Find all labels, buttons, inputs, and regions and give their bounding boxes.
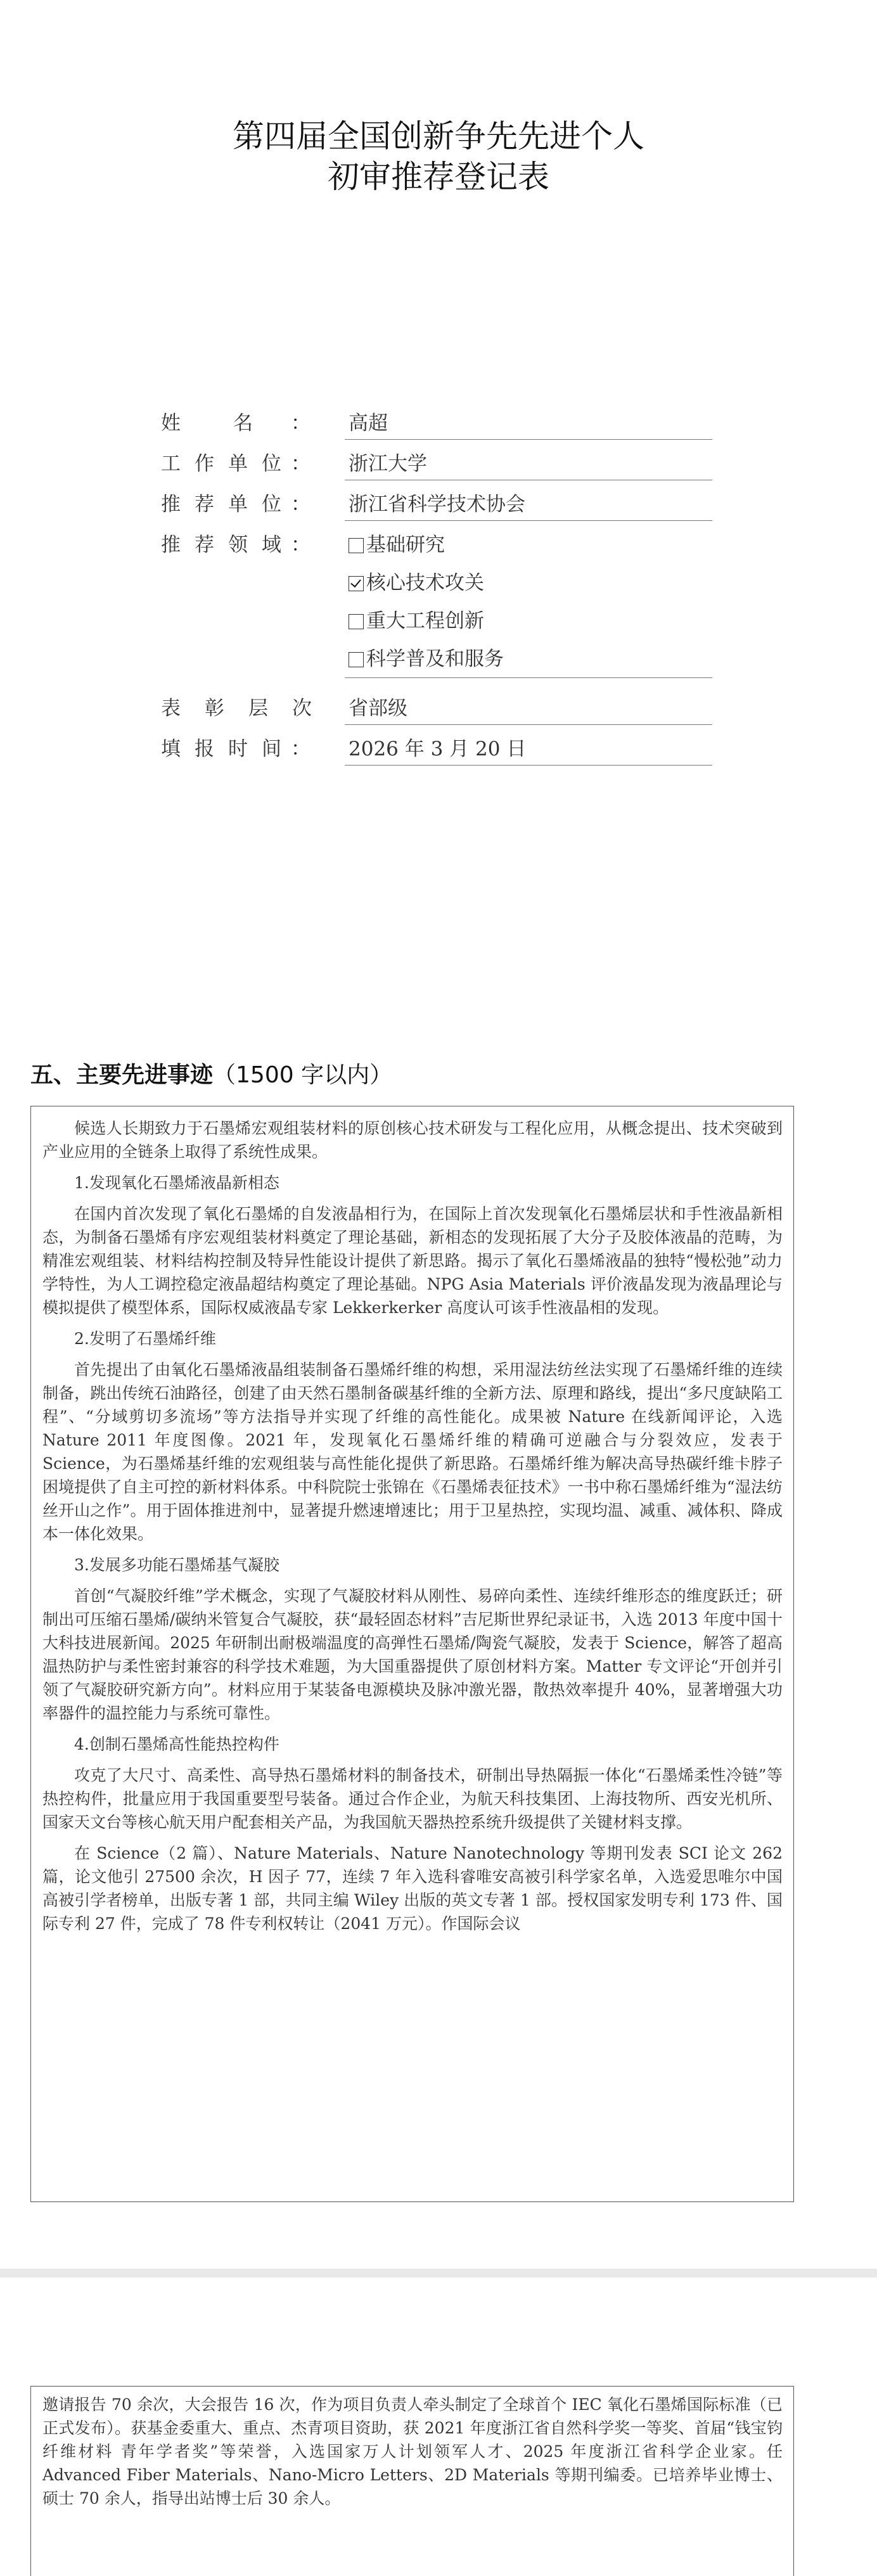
work-unit-label: 工 作 单 位 (161, 452, 281, 475)
recommend-unit-value[interactable]: 浙江省科学技术协会 (349, 493, 525, 516)
deeds-text-box-continued[interactable] (30, 2386, 794, 2576)
colon: ： (291, 493, 310, 516)
recommend-unit-row (161, 487, 712, 522)
fill-time-value[interactable]: 2026 年 3 月 20 日 (349, 738, 527, 760)
document-title-line-2: 初审推荐登记表 (328, 158, 549, 195)
recommend-field-label: 推 荐 领 域 (161, 534, 281, 556)
paragraph-3: 首创“气凝胶纤维”学术概念，实现了气凝胶材料从刚性、易碎向柔性、连续纤维形态的维度跃迁；研制出可压缩石墨烯/碳纳米管复合气凝胶，获“最轻固态材料”吉尼斯世界纪录证书，入选 2013 年度中国十大科技进展新闻。2025 年研制出耐极端温度的高弹性石墨烯/陶瓷气凝胶，发表于 Science，解答了超高温热防护与柔性密封兼容的科学技术难题，为大国重器提供了原创材料方案。Matter 专文评论“开创并引领了气凝胶研究新方向”。材料应用于某装备电源模块及脉冲激光器，散热效率提升 40%，显著增强大功率器件的温控能力与系统可靠性。 (42, 1587, 783, 1722)
colon: ： (291, 738, 310, 760)
work-unit-value[interactable]: 浙江大学 (349, 452, 427, 475)
document-title-line-1: 第四届全国创新争先先进个人 (233, 118, 644, 155)
section-heading: 五、主要先进事迹（1500 字以内） (30, 1062, 393, 1088)
checked-checkbox-icon[interactable] (349, 576, 364, 591)
name-row (161, 406, 712, 441)
underline (345, 439, 712, 440)
name-value[interactable]: 高超 (349, 412, 388, 435)
option-major-engineering[interactable]: 重大工程创新 (349, 608, 484, 634)
paragraph-6: 邀请报告 70 余次，大会报告 16 次，作为项目负责人牵头制定了全球首个 IEC 氧化石墨烯国际标准（已正式发布）。获基金委重大、重点、杰青项目资助，获 2021 年度浙江省自然科学奖一等奖、首届“钱宝钧纤维材料 青年学者奖”等荣誉，入选国家万人计划领军人才、2025 年度浙江省科学企业家。任 Advanced Fiber Materials、Nano-Micro Letters、2D Materials 等期刊编委。已培养毕业博士、硕士 70 余人，指导出站博士后 30 余人。 (42, 2395, 783, 2508)
colon: ： (291, 412, 310, 435)
subheading-1: 1.发现氧化石墨烯液晶新相态 (74, 1174, 279, 1192)
paragraph-2: 首先提出了由氧化石墨烯液晶组装制备石墨烯纤维的构想，采用湿法纺丝法实现了石墨烯纤维的连续制备，跳出传统石油路径，创建了由天然石墨制备碳基纤维的全新方法、原理和路线，提出“多尺度缺陷工程”、“分域剪切多流场”等方法指导并实现了纤维的高性能化。成果被 Nature 在线新闻评论，入选 Nature 2011 年度图像。2021 年，发现氧化石墨烯纤维的精确可逆融合与分裂效应，发表于 Science，为石墨烯基纤维的宏观组装与高性能化提供了新思路。石墨烯纤维为解决高导热碳纤维卡脖子困境提供了自主可控的新材料体系。中科院院士张锦在《石墨烯表征技术》一书中称石墨烯纤维为“湿法纺丝开山之作”。用于固体推进剂中，显著提升燃速增速比；用于卫星热控，实现均温、减重、减体积、降成本一体化效果。 (42, 1361, 783, 1543)
subheading-2: 2.发明了石墨烯纤维 (74, 1330, 216, 1348)
name-label: 姓 名 (161, 412, 253, 435)
page-separator (0, 2269, 877, 2278)
section-heading-note: （1500 字以内） (213, 1062, 393, 1088)
recommend-unit-label: 推 荐 单 位 (161, 493, 281, 516)
option-science-popularization[interactable]: 科学普及和服务 (349, 646, 504, 672)
colon: ： (291, 452, 310, 475)
honor-level-label: 表 彰 层 次 (161, 697, 312, 720)
fill-time-row (161, 731, 712, 767)
work-unit-row (161, 446, 712, 482)
colon: ： (291, 534, 310, 556)
subheading-4: 4.创制石墨烯高性能热控构件 (74, 1735, 279, 1753)
checkbox-icon[interactable] (349, 538, 364, 553)
paragraph-4: 攻克了大尺寸、高柔性、高导热石墨烯材料的制备技术，研制出导热隔振一体化“石墨烯柔性冷链”等热控构件，批量应用于我国重要型号装备。通过合作企业，为航天科技集团、上海技物所、西安光机所、国家天文台等核心航天用户配套相关产品，为我国航天器热控系统升级提供了关键材料支撑。 (42, 1766, 783, 1831)
checkbox-icon[interactable] (349, 652, 364, 667)
option-basic-research[interactable]: 基础研究 (349, 532, 445, 558)
deeds-content-continued (42, 2393, 783, 2518)
subheading-3: 3.发展多功能石墨烯基气凝胶 (74, 1556, 279, 1574)
honor-level-value[interactable]: 省部级 (349, 697, 407, 720)
paragraph-5: 在 Science（2 篇）、Nature Materials、Nature Nanotechnology 等期刊发表 SCI 论文 262 篇，论文他引 27500 余次，H 因子 77，连续 7 年入选科睿唯安高被引科学家名单，入选爱思唯尔中国高被引学者榜单，出版专著 1 部，共同主编 Wiley 出版的英文专著 1 部。授权国家发明专利 173 件、国际专利 27 件，完成了 78 件专利权转让（2041 万元）。作国际会议 (42, 1844, 783, 1933)
underline (345, 677, 712, 678)
underline (345, 765, 712, 766)
underline (345, 724, 712, 725)
deeds-content (42, 1117, 783, 1943)
recommend-field-row (161, 527, 712, 679)
fill-time-label: 填 报 时 间 (161, 738, 281, 760)
checkbox-icon[interactable] (349, 614, 364, 629)
honor-level-row (161, 691, 712, 726)
paragraph-1: 在国内首次发现了氧化石墨烯的自发液晶相行为，在国际上首次发现氧化石墨烯层状和手性液晶新相态，为制备石墨烯有序宏观组装材料奠定了理论基础，新相态的发现拓展了大分子及胶体液晶的范畴，为精准宏观组装、材料结构控制及特异性能设计提供了新思路。揭示了氧化石墨烯液晶的独特“慢松弛”动力学特性，为人工调控稳定液晶超结构奠定了理论基础。NPG Asia Materials 评价液晶发现为液晶理论与模拟提供了模型体系，国际权威液晶专家 Lekkerkerker 高度认可该手性液晶相的发现。 (42, 1205, 783, 1317)
underline (345, 520, 712, 521)
deeds-text-box[interactable] (30, 1106, 794, 2202)
option-core-tech[interactable]: 核心技术攻关 (349, 570, 484, 596)
intro-paragraph: 候选人长期致力于石墨烯宏观组装材料的原创核心技术研发与工程化应用，从概念提出、技术突破到产业应用的全链条上取得了系统性成果。 (42, 1119, 783, 1161)
